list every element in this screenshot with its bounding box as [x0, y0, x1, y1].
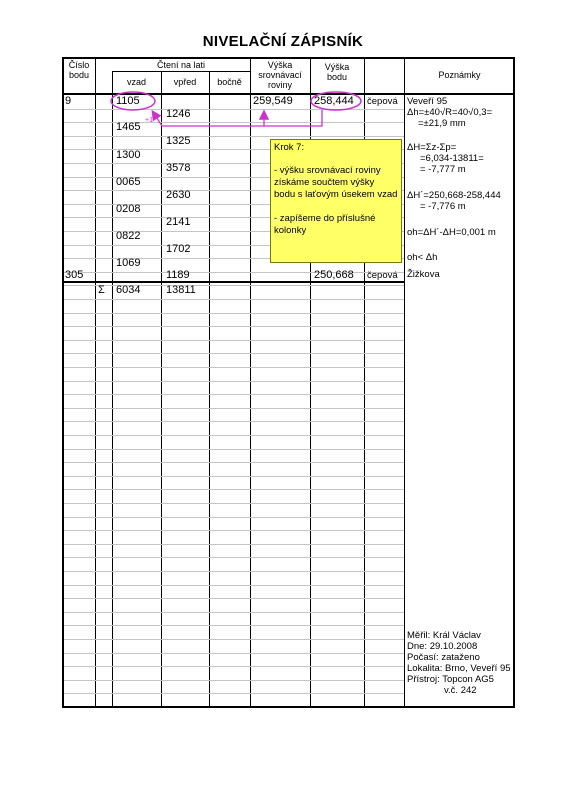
note-tolerance: Δh=±40√R=40√0,3=: [407, 107, 493, 118]
sum-symbol: Σ: [98, 284, 105, 296]
marker-type: čepová: [367, 96, 398, 107]
note-height-diff: ΔH=Σz-Σp=: [407, 142, 457, 153]
note-height-diff-actual-value: = -7,776 m: [420, 201, 466, 212]
note-height-diff-value: = -7,777 m: [420, 164, 466, 175]
note-height-diff-calc: =6,034-13811=: [420, 153, 484, 164]
header-vyska-roviny: Výška srovnávací roviny: [258, 60, 302, 90]
marker-type: čepová: [367, 270, 398, 281]
sum-back: 6034: [116, 284, 141, 296]
footer-location: Lokalita: Brno, Veveří 95: [407, 663, 511, 674]
point-number: 305: [65, 269, 84, 281]
reading-fore: 1189: [166, 269, 190, 281]
highlight-point-height-ellipse: [311, 92, 361, 110]
note-end-location: Žižkova: [407, 269, 440, 280]
footer-weather: Počasí: zataženo: [407, 652, 480, 663]
header-cteni-na-lati: Čtení na lati: [156, 60, 206, 70]
note-location: Veveří 95: [407, 96, 448, 107]
header-cislo-bodu: Číslo bodu: [68, 60, 90, 80]
reference-plane-height: 259,549: [253, 95, 293, 107]
reading-fore: 2141: [166, 216, 191, 228]
footer-instrument: Přístroj: Topcon AG5: [407, 674, 494, 685]
footer-surveyor: Měřil: Král Václav: [407, 630, 481, 641]
header-vzad: vzad: [126, 77, 146, 87]
reading-back: 0208: [116, 203, 141, 215]
arrow-sum-to-back-icon: [153, 110, 322, 126]
reading-back: 0065: [116, 176, 141, 188]
reading-fore: 1325: [166, 135, 191, 147]
reading-back: 0822: [116, 230, 141, 242]
callout-step-2: - zapíšeme do příslušné kolonky: [274, 213, 376, 236]
correction-mark: +1: [145, 117, 153, 124]
reading-back: 1465: [116, 121, 141, 133]
note-tolerance-value: =±21,9 mm: [418, 118, 466, 129]
highlight-back-reading-ellipse: [111, 92, 155, 110]
reading-fore: 2630: [166, 189, 191, 201]
reading-fore: 3578: [166, 162, 191, 174]
footer-serial: v.č. 242: [444, 685, 477, 696]
header-bocne: bočně: [217, 77, 242, 87]
reading-fore: 1702: [166, 243, 191, 255]
page-title: NIVELAČNÍ ZÁPISNÍK: [202, 33, 364, 50]
header-vpred: vpřed: [173, 77, 197, 87]
footer-date: Dne: 29.10.2008: [407, 641, 478, 652]
reading-fore: 1246: [166, 108, 191, 120]
reading-back: 1300: [116, 149, 141, 161]
point-height: 250,668: [314, 269, 354, 281]
note-height-diff-actual: ΔH´=250,668-258,444: [407, 190, 501, 201]
header-poznamky: Poznámky: [438, 70, 481, 80]
reading-back: 1069: [116, 257, 141, 269]
note-closure-error: oh=ΔH´-ΔH=0,001 m: [407, 227, 496, 238]
reading-back: 1105: [116, 95, 140, 107]
sum-fore: 13811: [166, 284, 196, 296]
callout-step-1: - výšku srovnávací roviny získáme součtem výšky bodu s laťovým úsekem vzad: [274, 165, 398, 200]
callout-heading: Krok 7:: [274, 142, 305, 153]
point-height: 258,444: [314, 95, 354, 107]
header-vyska-bodu: Výška bodu: [324, 62, 350, 82]
point-number: 9: [65, 95, 72, 107]
note-closure-check: oh< Δh: [407, 252, 438, 263]
